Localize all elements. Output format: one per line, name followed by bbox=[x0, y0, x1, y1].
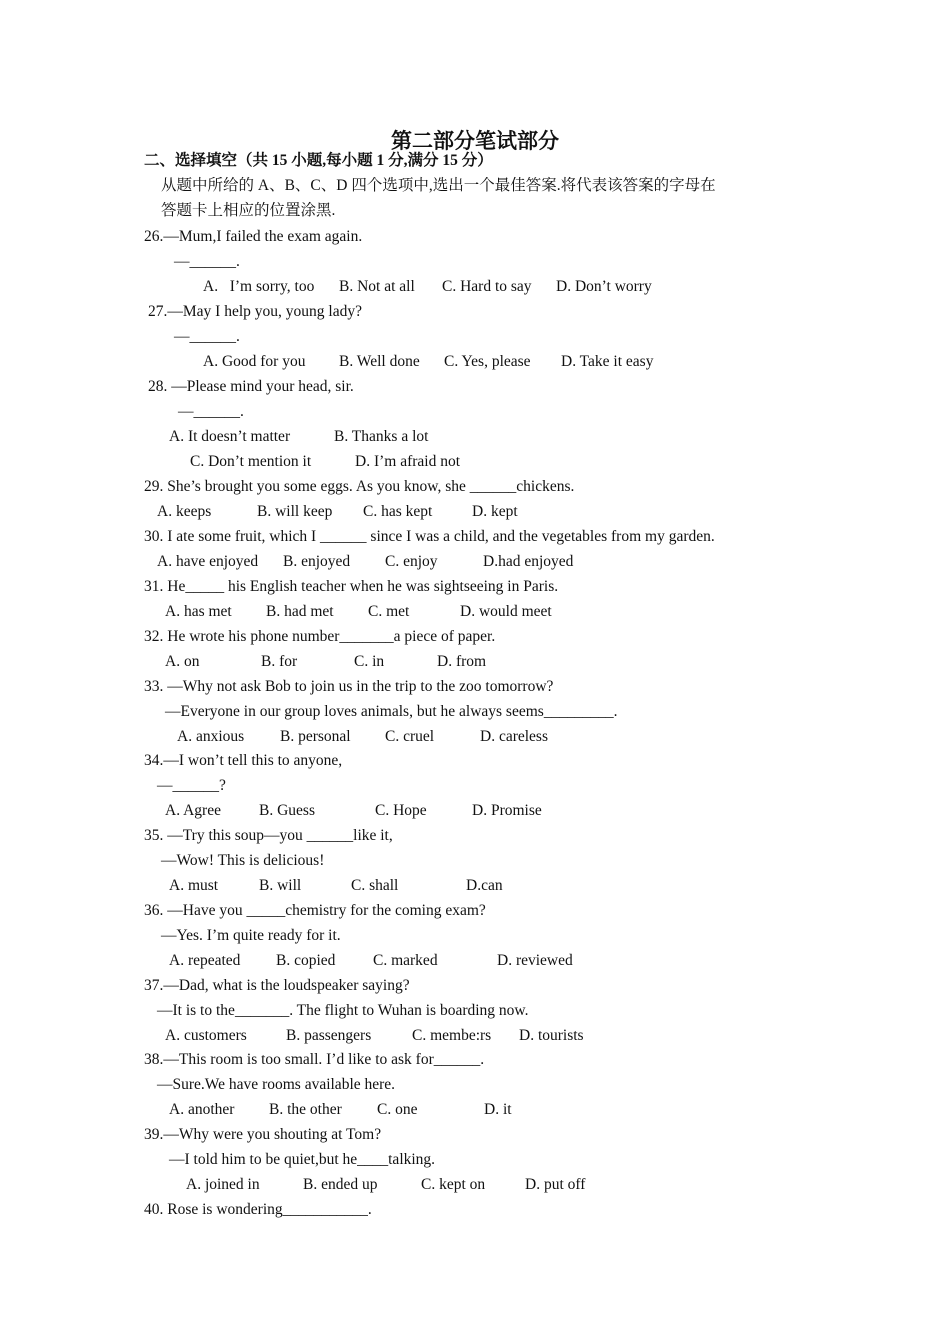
q31-option-a: A. has met bbox=[165, 603, 232, 620]
q39-reply: —I told him to be quiet,but he____talking. bbox=[169, 1151, 436, 1168]
q32-option-d: D. from bbox=[437, 653, 487, 670]
q27-reply: —______. bbox=[174, 328, 240, 345]
q40-stem: 40. Rose is wondering___________. bbox=[144, 1201, 372, 1218]
instruction-line-2: 答题卡上相应的位置涂黑. bbox=[161, 202, 336, 219]
q39-option-a: A. joined in bbox=[186, 1176, 260, 1193]
q36-stem: 36. —Have you _____chemistry for the coming exam? bbox=[144, 902, 486, 919]
q33-option-b: B. personal bbox=[280, 728, 351, 745]
q35-option-d: D.can bbox=[466, 877, 503, 894]
q29-option-a: A. keeps bbox=[157, 503, 212, 520]
q32-option-a: A. on bbox=[165, 653, 200, 670]
q33-option-c: C. cruel bbox=[385, 728, 435, 745]
q39-option-b: B. ended up bbox=[303, 1176, 378, 1193]
q31-option-d: D. would meet bbox=[460, 603, 552, 620]
q28-reply: —______. bbox=[178, 403, 244, 420]
q28-option-a: A. It doesn’t matter bbox=[169, 428, 291, 445]
q28-option-d: D. I’m afraid not bbox=[355, 453, 461, 470]
section-heading: 二、选择填空（共 15 小题,每小题 1 分,满分 15 分） bbox=[144, 152, 493, 169]
q30-option-a: A. have enjoyed bbox=[157, 553, 259, 570]
q29-option-c: C. has kept bbox=[363, 503, 433, 520]
q30-option-d: D.had enjoyed bbox=[483, 553, 574, 570]
q35-option-c: C. shall bbox=[351, 877, 399, 894]
q28-stem: 28. —Please mind your head, sir. bbox=[148, 378, 354, 395]
q38-option-b: B. the other bbox=[269, 1101, 342, 1118]
q34-option-a: A. Agree bbox=[165, 802, 221, 819]
q29-stem: 29. She’s brought you some eggs. As you know, she ______chickens. bbox=[144, 478, 575, 495]
q32-stem: 32. He wrote his phone number_______a piece of paper. bbox=[144, 628, 496, 645]
q31-stem: 31. He_____ his English teacher when he was sightseeing in Paris. bbox=[144, 578, 559, 595]
q35-option-b: B. will bbox=[259, 877, 302, 894]
q37-option-d: D. tourists bbox=[519, 1027, 584, 1044]
q30-stem: 30. I ate some fruit, which I ______ since I was a child, and the vegetables from my garden. bbox=[144, 528, 715, 545]
q27-option-b: B. Well done bbox=[339, 353, 420, 370]
q26-option-a: A. I’m sorry, too bbox=[203, 278, 315, 295]
q26-stem: 26.—Mum,I failed the exam again. bbox=[144, 228, 363, 245]
q28-option-b: B. Thanks a lot bbox=[334, 428, 429, 445]
q37-option-b: B. passengers bbox=[286, 1027, 372, 1044]
q35-option-a: A. must bbox=[169, 877, 219, 894]
q27-option-d: D. Take it easy bbox=[561, 353, 654, 370]
q38-option-a: A. another bbox=[169, 1101, 235, 1118]
q34-option-c: C. Hope bbox=[375, 802, 427, 819]
q35-stem: 35. —Try this soup—you ______like it, bbox=[144, 827, 393, 844]
q26-option-b: B. Not at all bbox=[339, 278, 415, 295]
q36-option-d: D. reviewed bbox=[497, 952, 573, 969]
q34-option-b: B. Guess bbox=[259, 802, 315, 819]
q27-option-a: A. Good for you bbox=[203, 353, 306, 370]
q38-reply: —Sure.We have rooms available here. bbox=[157, 1076, 396, 1093]
q38-stem: 38.—This room is too small. I’d like to ask for______. bbox=[144, 1051, 485, 1068]
q39-option-c: C. kept on bbox=[421, 1176, 486, 1193]
q26-option-d: D. Don’t worry bbox=[556, 278, 652, 295]
q32-option-c: C. in bbox=[354, 653, 385, 670]
q38-option-d: D. it bbox=[484, 1101, 512, 1118]
q33-reply: —Everyone in our group loves animals, but he always seems_________. bbox=[165, 703, 618, 720]
q31-option-b: B. had met bbox=[266, 603, 334, 620]
q26-option-c: C. Hard to say bbox=[442, 278, 532, 295]
q36-option-c: C. marked bbox=[373, 952, 438, 969]
q34-option-d: D. Promise bbox=[472, 802, 542, 819]
q35-reply: —Wow! This is delicious! bbox=[161, 852, 325, 869]
q37-reply: —It is to the_______. The flight to Wuhan is boarding now. bbox=[157, 1002, 529, 1019]
q34-reply: —______? bbox=[157, 777, 226, 794]
q26-reply: —______. bbox=[174, 253, 240, 270]
q29-option-d: D. kept bbox=[472, 503, 518, 520]
page-title: 第二部分笔试部分 bbox=[391, 129, 559, 153]
q31-option-c: C. met bbox=[368, 603, 410, 620]
q37-option-a: A. customers bbox=[165, 1027, 247, 1044]
q28-option-c: C. Don’t mention it bbox=[190, 453, 312, 470]
q36-option-a: A. repeated bbox=[169, 952, 241, 969]
q33-option-a: A. anxious bbox=[177, 728, 245, 745]
q27-stem: 27.—May I help you, young lady? bbox=[148, 303, 362, 320]
instruction-line-1: 从题中所给的 A、B、C、D 四个选项中,选出一个最佳答案.将代表该答案的字母在 bbox=[161, 177, 716, 194]
q37-stem: 37.—Dad, what is the loudspeaker saying? bbox=[144, 977, 410, 994]
q27-option-c: C. Yes, please bbox=[444, 353, 531, 370]
q30-option-c: C. enjoy bbox=[385, 553, 438, 570]
q36-option-b: B. copied bbox=[276, 952, 336, 969]
q39-option-d: D. put off bbox=[525, 1176, 586, 1193]
q30-option-b: B. enjoyed bbox=[283, 553, 351, 570]
q33-stem: 33. —Why not ask Bob to join us in the trip to the zoo tomorrow? bbox=[144, 678, 554, 695]
q38-option-c: C. one bbox=[377, 1101, 418, 1118]
q29-option-b: B. will keep bbox=[257, 503, 333, 520]
q36-reply: —Yes. I’m quite ready for it. bbox=[161, 927, 341, 944]
q32-option-b: B. for bbox=[261, 653, 298, 670]
q39-stem: 39.—Why were you shouting at Tom? bbox=[144, 1126, 382, 1143]
q37-option-c: C. membe:rs bbox=[412, 1027, 492, 1044]
q34-stem: 34.—I won’t tell this to anyone, bbox=[144, 752, 343, 769]
q33-option-d: D. careless bbox=[480, 728, 548, 745]
